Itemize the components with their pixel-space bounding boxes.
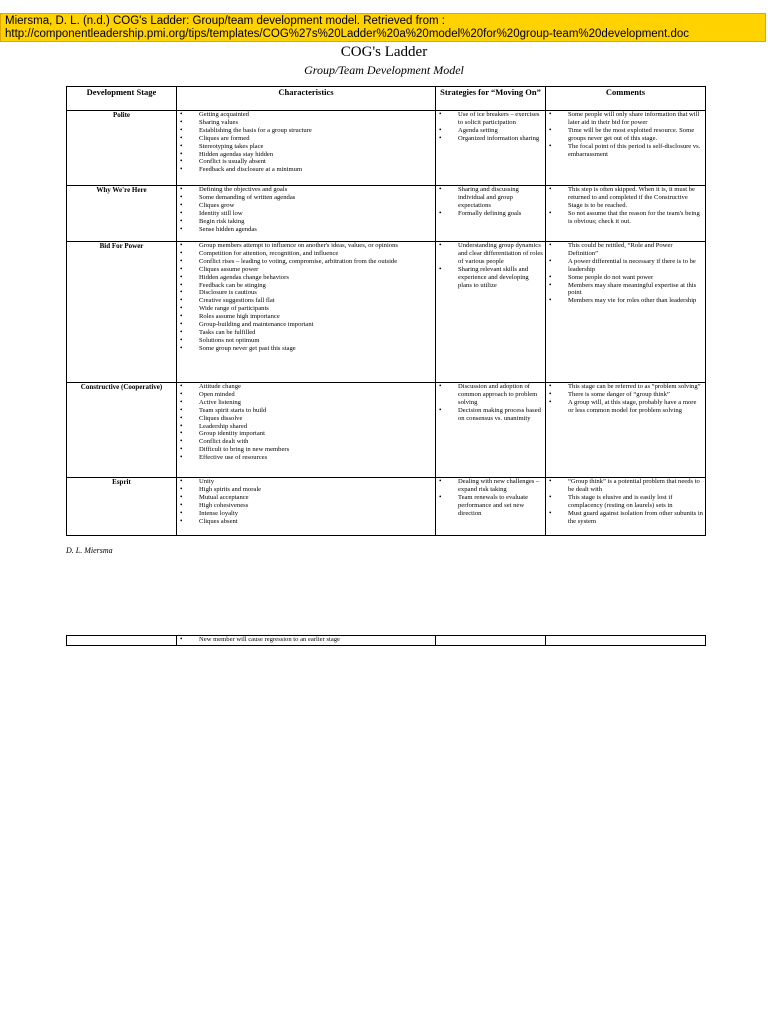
list-item: • Intense loyalty: [199, 510, 435, 518]
list-item: • Mutual acceptance: [199, 494, 435, 502]
list-item: • Difficult to bring in new members: [199, 446, 435, 454]
list-item: • Effective use of resources: [199, 454, 435, 462]
strategies-cell: [436, 383, 546, 478]
list-item: • Decision making process based on consensus vs. unanimity: [458, 407, 545, 423]
characteristics-cell: [177, 478, 436, 536]
list-item: • Some demanding of written agendas: [199, 194, 435, 202]
list-item: • Competition for attention, recognition, and influence: [199, 250, 435, 258]
list-item: • Cliques are formed: [199, 135, 435, 143]
list-item: • Dealing with new challenges – expand risk taking: [458, 478, 545, 494]
list-item: • Tasks can be fulfilled: [199, 329, 435, 337]
comments-cell: [546, 242, 706, 383]
list-item: • This could be retitled, “Role and Power Definition”: [568, 242, 705, 258]
list-item: • Group members attempt to influence on another's ideas, values, or opinions: [199, 242, 435, 250]
list-item: • This stage can be referred to as “problem solving”: [568, 383, 705, 391]
list-item: • Conflict dealt with: [199, 438, 435, 446]
list-item: • The focal point of this period is self-disclosure vs. embarrassment: [568, 143, 705, 159]
list-item: • Establishing the basis for a group structure: [199, 127, 435, 135]
stage-cell: Constructive (Cooperative): [67, 383, 177, 478]
list-item: • Creative suggestions fall flat: [199, 297, 435, 305]
author-credit: D. L. Miersma: [66, 546, 113, 555]
list-item: • Must guard against isolation from other subunits in the system: [568, 510, 705, 526]
comments-cell: [546, 111, 706, 186]
list-item: • Begin risk taking: [199, 218, 435, 226]
list-item: • Agenda setting: [458, 127, 545, 135]
list-item: • Organized information sharing: [458, 135, 545, 143]
list-item: • Sharing and discussing individual and group expectations: [458, 186, 545, 210]
strategies-cell: [436, 478, 546, 536]
stage-cell: Why We're Here: [67, 186, 177, 242]
list-item: • Group-building and maintenance important: [199, 321, 435, 329]
list-item: • Hidden agendas change behaviors: [199, 274, 435, 282]
list-item: • Conflict is usually absent: [199, 158, 435, 166]
list-item: • Stereotyping takes place: [199, 143, 435, 151]
list-item: • Feedback and disclosure at a minimum: [199, 166, 435, 174]
list-item: • High cohesiveness: [199, 502, 435, 510]
characteristics-cell: [177, 111, 436, 186]
header-strategies: Strategies for “Moving On”: [436, 87, 546, 111]
strategies-cell: [436, 242, 546, 383]
table-row: [67, 186, 706, 242]
header-development-stage: Development Stage: [67, 87, 177, 111]
list-item: • Use of ice breakers – exercises to solicit participation: [458, 111, 545, 127]
list-item: • Some people will only share information that will later aid in their bid for power: [568, 111, 705, 127]
header-characteristics: Characteristics: [177, 87, 436, 111]
list-item: • There is some danger of “group think”: [568, 391, 705, 399]
list-item: • Members may share meaningful expertise at this point: [568, 282, 705, 298]
list-item: • Cliques dissolve: [199, 415, 435, 423]
table-row: [67, 242, 706, 383]
list-item: • New member will cause regression to an earlier stage: [199, 636, 435, 644]
list-item: • Members may vie for roles other than leadership: [568, 297, 705, 305]
list-item: • Some group never get past this stage: [199, 345, 435, 353]
document-title: COG's Ladder: [340, 44, 428, 60]
list-item: • Active listening: [199, 399, 435, 407]
list-item: • Wide range of participants: [199, 305, 435, 313]
list-item: • Identity still low: [199, 210, 435, 218]
list-item: • Unity: [199, 478, 435, 486]
list-item: • Conflict rises – leading to voting, compromise, arbitration from the outside: [199, 258, 435, 266]
document-subtitle: Group/Team Development Model: [304, 63, 464, 77]
stage-cell: Polite: [67, 111, 177, 186]
comments-cell: [546, 383, 706, 478]
table-header-row: [67, 87, 706, 111]
list-item: • Leadership shared: [199, 423, 435, 431]
list-item: • Understanding group dynamics and clear differentiation of roles of various people: [458, 242, 545, 266]
list-item: • Discussion and adoption of common approach to problem solving: [458, 383, 545, 407]
stage-cell: [67, 636, 177, 646]
list-item: • Team spirit starts to build: [199, 407, 435, 415]
list-item: • Group identity important: [199, 430, 435, 438]
list-item: • Cliques absent: [199, 518, 435, 526]
list-item: • Disclosure is cautious: [199, 289, 435, 297]
table-row: [67, 111, 706, 186]
stage-cell: Esprit: [67, 478, 177, 536]
list-item: • Solutions not optimum: [199, 337, 435, 345]
list-item: • Some people do not want power: [568, 274, 705, 282]
list-item: • A power differential is necessary if there is to be leadership: [568, 258, 705, 274]
list-item: • Formally defining goals: [458, 210, 545, 218]
header-comments: Comments: [546, 87, 706, 111]
list-item: • Time will be the most exploited resource. Some groups never get out of this stage.: [568, 127, 705, 143]
strategies-cell: [436, 111, 546, 186]
table-row: [67, 636, 706, 646]
list-item: • Open minded: [199, 391, 435, 399]
citation-banner: Miersma, D. L. (n.d.) COG's Ladder: Group/team development model. Retrieved from : http://componentleadership.pmi.org/tips/templates/COG%27s%20Ladder%20a%20model%20for%20group-team%20development.doc: [0, 13, 766, 42]
list-item: • Getting acquainted: [199, 111, 435, 119]
comments-cell: [546, 478, 706, 536]
table-row: [67, 478, 706, 536]
comments-cell: [546, 186, 706, 242]
list-item: • A group will, at this stage, probably have a more or less common model for problem solving: [568, 399, 705, 415]
list-item: • Defining the objectives and goals: [199, 186, 435, 194]
list-item: • This stage is elusive and is easily lost if complacency (resting on laurels) sets in: [568, 494, 705, 510]
characteristics-cell: [177, 383, 436, 478]
list-item: • Feedback can be stinging: [199, 282, 435, 290]
list-item: • Hidden agendas stay hidden: [199, 151, 435, 159]
characteristics-cell: [177, 636, 436, 646]
table-row: [67, 383, 706, 478]
characteristics-cell: [177, 186, 436, 242]
list-item: • Cliques grow: [199, 202, 435, 210]
list-item: • Team renewals to evaluate performance and set new direction: [458, 494, 545, 518]
list-item: • Attitude change: [199, 383, 435, 391]
list-item: • “Group think” is a potential problem that needs to be dealt with: [568, 478, 705, 494]
strategies-cell: [436, 186, 546, 242]
characteristics-cell: [177, 242, 436, 383]
comments-cell: [546, 636, 706, 646]
continuation-table: [66, 635, 706, 646]
list-item: • This step is often skipped. When it is, it must be returned to and completed if the Constructive Stage is to be reached.: [568, 186, 705, 210]
strategies-cell: [436, 636, 546, 646]
list-item: • Sharing relevant skills and experience and developing plans to utilize: [458, 266, 545, 290]
list-item: • Roles assume high importance: [199, 313, 435, 321]
list-item: • High spirits and morale: [199, 486, 435, 494]
cogs-ladder-table: [66, 86, 706, 536]
list-item: • Cliques assume power: [199, 266, 435, 274]
list-item: • So not assume that the reason for the team's being is obvious; check it out.: [568, 210, 705, 226]
list-item: • Sharing values: [199, 119, 435, 127]
list-item: • Sense hidden agendas: [199, 226, 435, 234]
stage-cell: Bid For Power: [67, 242, 177, 383]
